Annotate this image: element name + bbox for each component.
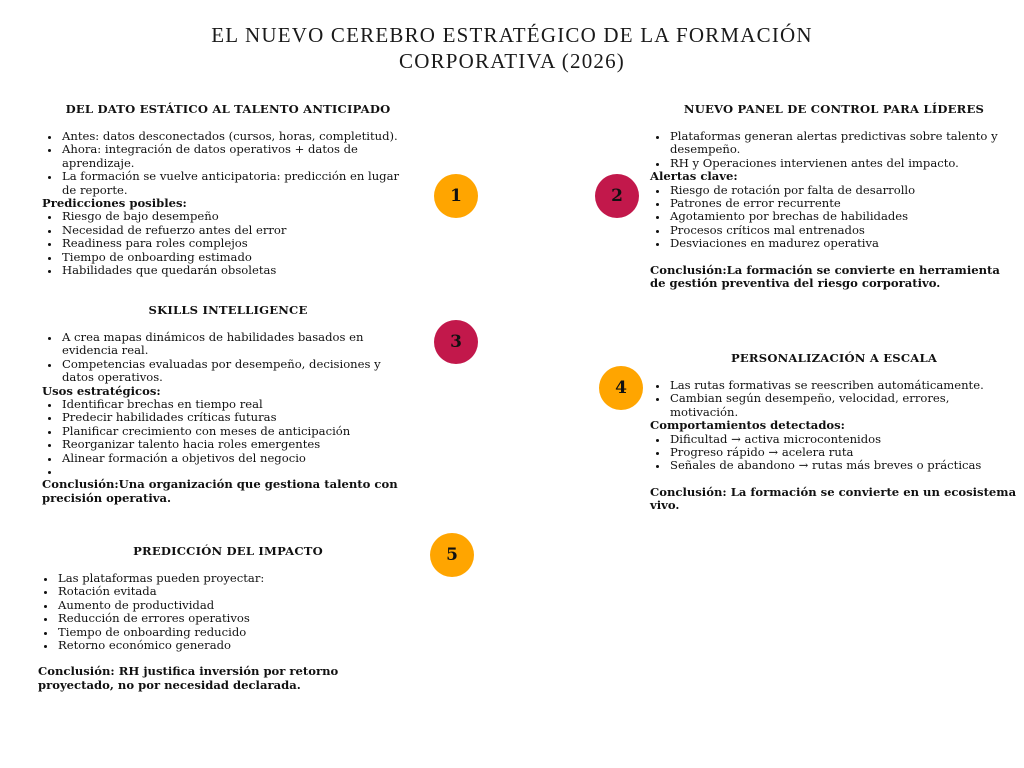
list-item: Readiness para roles complejos (62, 237, 414, 250)
bullet-list (42, 130, 414, 197)
number-badge-3: 3 (434, 320, 478, 364)
list-item: Riesgo de bajo desempeño (62, 210, 414, 223)
number-badge-2: 2 (595, 174, 639, 218)
list-item: Riesgo de rotación por falta de desarrollo (670, 184, 1018, 197)
section-heading: DEL DATO ESTÁTICO AL TALENTO ANTICIPADO (65, 102, 391, 116)
list-item: Dificultad → activa microcontenidos (670, 433, 1018, 446)
list-item: RH y Operaciones intervienen antes del impacto. (670, 157, 1018, 170)
conclusion: Conclusión:Una organización que gestiona talento con precisión operativa. (42, 477, 398, 505)
list-item: Predecir habilidades críticas futuras (62, 411, 414, 424)
list-item: Patrones de error recurrente (670, 197, 1018, 210)
conclusion: Conclusión: RH justifica inversión por retorno proyectado, no por necesidad declarada. (38, 664, 339, 692)
sub-bullet-list (42, 398, 414, 478)
sub-heading: Comportamientos detectados: (650, 418, 845, 433)
list-item: Identificar brechas en tiempo real (62, 398, 414, 411)
sub-heading: Predicciones posibles: (42, 196, 187, 211)
section-heading: PREDICCIÓN DEL IMPACTO (133, 544, 323, 558)
sub-bullet-list (42, 210, 414, 277)
section-heading: NUEVO PANEL DE CONTROL PARA LÍDERES (683, 102, 985, 116)
bullet-list (42, 331, 414, 385)
title-line-1: EL NUEVO CEREBRO ESTRATÉGICO DE LA FORMACIÓN (211, 23, 813, 47)
list-item: Tiempo de onboarding reducido (58, 626, 418, 639)
list-item: Procesos críticos mal entrenados (670, 224, 1018, 237)
section-heading: PERSONALIZACIÓN A ESCALA (730, 351, 938, 365)
list-item: Planificar crecimiento con meses de anticipación (62, 425, 414, 438)
list-item: Retorno económico generado (58, 639, 418, 652)
list-item: Las rutas formativas se reescriben automáticamente. (670, 379, 1018, 392)
bullet-list (38, 572, 418, 652)
number-badge-1: 1 (434, 174, 478, 218)
list-item: Desviaciones en madurez operativa (670, 237, 1018, 250)
list-item: Competencias evaluadas por desempeño, decisiones y datos operativos. (62, 358, 414, 385)
list-item: Progreso rápido → acelera ruta (670, 446, 1018, 459)
list-item: Ahora: integración de datos operativos + datos de aprendizaje. (62, 143, 414, 170)
conclusion: Conclusión:La formación se convierte en herramienta de gestión preventiva del riesgo corporativo. (650, 262, 1000, 291)
title-line-2: CORPORATIVA (2026) (399, 49, 625, 73)
list-item: Agotamiento por brechas de habilidades (670, 210, 1018, 223)
section-dato-estatico (42, 102, 414, 277)
bullet-list (650, 379, 1018, 419)
number-badge-5: 5 (430, 533, 474, 577)
number-badge-4: 4 (599, 366, 643, 410)
list-item: Antes: datos desconectados (cursos, horas, completitud). (62, 130, 414, 143)
list-item: Rotación evitada (58, 585, 418, 598)
list-item: Plataformas generan alertas predictivas sobre talento y desempeño. (670, 130, 1018, 157)
list-item: Tiempo de onboarding estimado (62, 251, 414, 264)
list-item: Necesidad de refuerzo antes del error (62, 224, 414, 237)
section-personalizacion (650, 351, 1018, 513)
section-skills-intelligence (42, 303, 414, 505)
list-item: Las plataformas pueden proyectar: (58, 572, 418, 585)
list-item: Habilidades que quedarán obsoletas (62, 264, 414, 277)
sub-heading: Alertas clave: (650, 169, 738, 184)
list-item: Reorganizar talento hacia roles emergentes (62, 438, 414, 451)
sub-heading: Usos estratégicos: (42, 383, 161, 398)
bullet-list (650, 130, 1018, 170)
sub-bullet-list (650, 184, 1018, 251)
list-item: La formación se vuelve anticipatoria: predicción en lugar de reporte. (62, 170, 414, 197)
list-item: Aumento de productividad (58, 599, 418, 612)
list-item: Alinear formación a objetivos del negocio (62, 452, 414, 465)
list-item-empty (62, 465, 414, 478)
section-panel-control (650, 102, 1018, 290)
conclusion: Conclusión: La formación se convierte en un ecosistema vivo. (650, 484, 1017, 513)
list-item: A crea mapas dinámicos de habilidades basados en evidencia real. (62, 331, 414, 358)
list-item: Señales de abandono → rutas más breves o prácticas (670, 459, 1018, 472)
section-heading: SKILLS INTELLIGENCE (148, 303, 308, 317)
list-item: Cambian según desempeño, velocidad, errores, motivación. (670, 392, 1018, 419)
sub-bullet-list (650, 433, 1018, 473)
list-item: Reducción de errores operativos (58, 612, 418, 625)
page-title (0, 22, 1024, 74)
section-prediccion-impacto (38, 544, 418, 692)
